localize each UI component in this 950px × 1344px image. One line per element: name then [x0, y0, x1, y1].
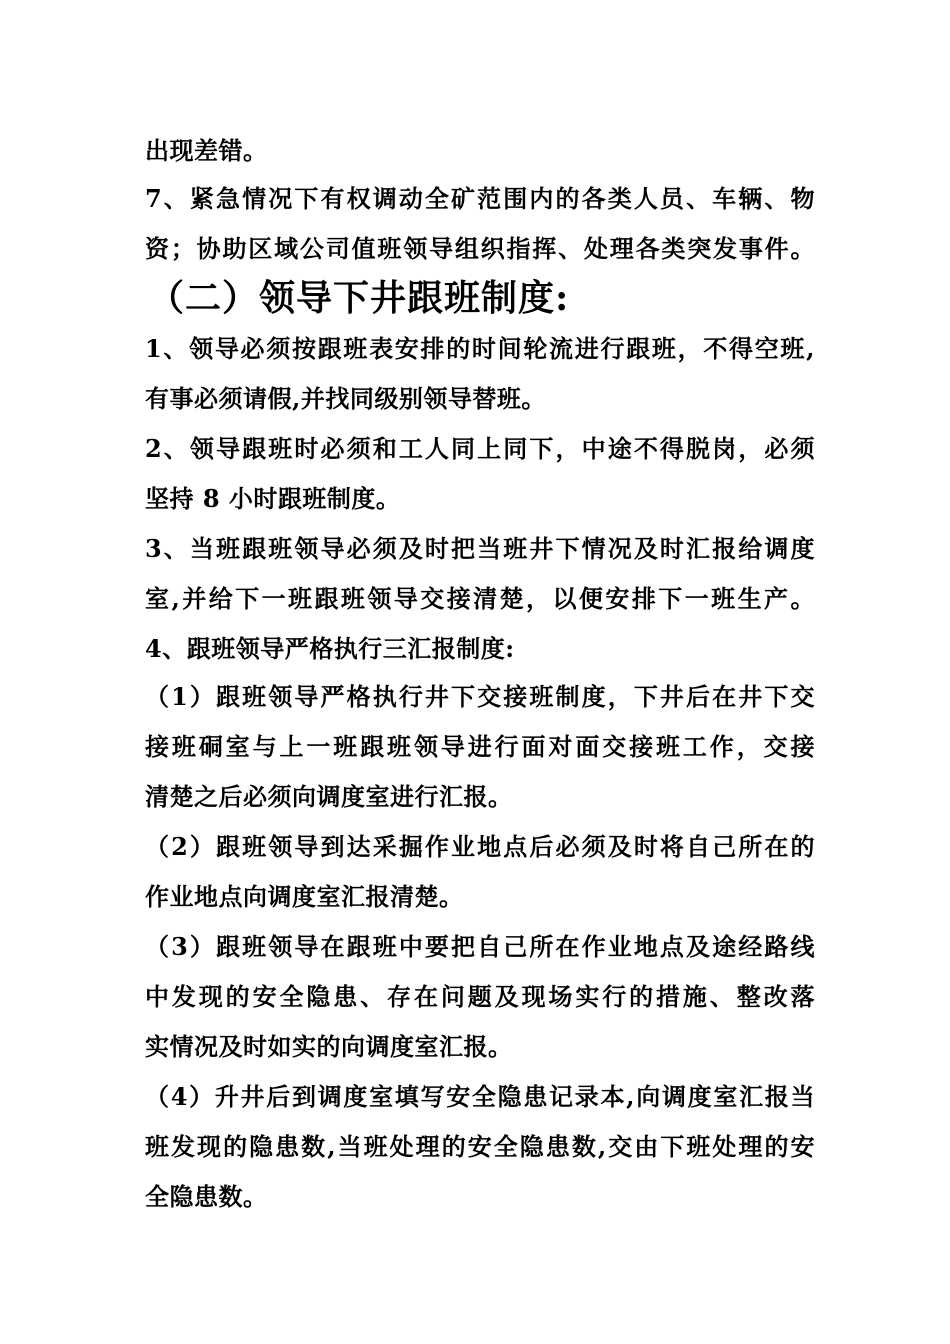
section-heading: （二）领导下井跟班制度: [148, 277, 570, 319]
text-line: （2）跟班领导到达采掘作业地点后必须及时将自己所在的 [145, 832, 815, 861]
text-line: 实情况及时如实的向调度室汇报。 [145, 1032, 513, 1061]
text-line: （4）升井后到调度室填写安全隐患记录本,向调度室汇报当 [145, 1082, 815, 1111]
text-line: 7、紧急情况下有权调动全矿范围内的各类人员、车辆、物 [145, 184, 815, 213]
text-line: 接班硐室与上一班跟班领导进行面对面交接班工作，交接 [145, 732, 815, 761]
text-line: 3、当班跟班领导必须及时把当班井下情况及时汇报给调度 [145, 534, 815, 563]
text-line: 中发现的安全隐患、存在问题及现场实行的措施、整改落 [145, 982, 815, 1011]
text-line: 出现差错。 [145, 136, 268, 165]
text-line: 班发现的隐患数,当班处理的安全隐患数,交由下班处理的安 [145, 1132, 815, 1161]
text-line: （1）跟班领导严格执行井下交接班制度，下井后在井下交 [145, 682, 815, 711]
text-line: 清楚之后必须向调度室进行汇报。 [145, 782, 513, 811]
text-line: 1、领导必须按跟班表安排的时间轮流进行跟班，不得空班, [145, 334, 815, 363]
text-line: 4、跟班领导严格执行三汇报制度: [145, 634, 515, 663]
text-line: 作业地点向调度室汇报清楚。 [145, 882, 464, 911]
text-line: 全隐患数。 [145, 1182, 268, 1211]
text-line: （3）跟班领导在跟班中要把自己所在作业地点及途经路线 [145, 932, 815, 961]
text-line: 有事必须请假,并找同级别领导替班。 [145, 384, 546, 413]
text-line: 2、领导跟班时必须和工人同上同下，中途不得脱岗，必须 [145, 434, 815, 463]
text-line: 室,并给下一班跟班领导交接清楚，以便安排下一班生产。 [145, 584, 815, 613]
text-line: 坚持 8 小时跟班制度。 [145, 484, 401, 513]
text-line: 资；协助区域公司值班领导组织指挥、处理各类突发事件。 [145, 234, 815, 263]
